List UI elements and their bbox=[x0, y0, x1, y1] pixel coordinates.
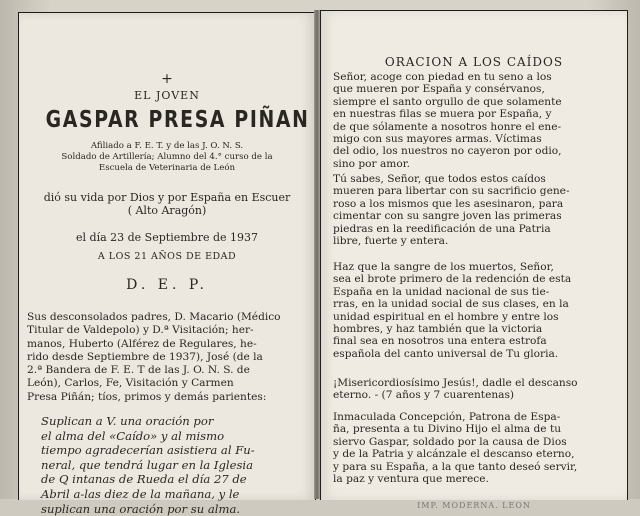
prayer-line: Tú sabes, Señor, que todos estos caídos bbox=[333, 173, 546, 185]
age: A LOS 21 AÑOS DE EDAD bbox=[97, 251, 237, 262]
prayer-line: final sea en nosotros una entera estrofa bbox=[333, 335, 547, 348]
prayer-line: y para su España, a la que tanto deseó servir, bbox=[333, 460, 578, 473]
printer-footer: IMP. MODERNA. LEON bbox=[417, 501, 531, 510]
prayer-line: España en la unidad nacional de sus tie- bbox=[333, 285, 550, 298]
prayer-paragraph-4 bbox=[333, 377, 619, 402]
request-text bbox=[41, 414, 309, 516]
prayer-line: en nuestras filas se muera por España, y bbox=[333, 108, 552, 121]
prayer-line: unidad espiritual en el hombre y entre los bbox=[333, 310, 559, 323]
affiliation-line: Soldado de Artillería; Alumno del 4.° curso de la bbox=[61, 152, 273, 162]
prayer-line: y de la Patria y alcánzale el descanso eterno, bbox=[333, 448, 575, 461]
prayer-line: del odio, los nuestros no cayeron por odio, bbox=[333, 145, 562, 158]
deceased-name: GASPAR PRESA PIÑAN bbox=[45, 107, 310, 133]
prayer-paragraph-2 bbox=[333, 173, 619, 247]
affiliation-line: Afiliado a F. E. T. y de las J. O. N. S. bbox=[90, 141, 244, 151]
memorial-card-right-page bbox=[320, 10, 628, 510]
prayer-title: ORACION A LOS CAÍDOS bbox=[384, 55, 564, 69]
request-line: Suplican a V. una oración por bbox=[41, 414, 214, 428]
prayer-line: la paz y ventura que merece. bbox=[333, 473, 489, 486]
prayer-line: hombres, y haz también que la victoria bbox=[333, 323, 543, 336]
prayer-line: Inmaculada Concepción, Patrona de Espa- bbox=[333, 411, 561, 423]
prayer-line: Señor, acoge con piedad en tu seno a los bbox=[333, 71, 552, 83]
mourners-line: Titular de Valdepolo) y D.ª Visitación; her- bbox=[27, 324, 254, 337]
subtitle: EL JOVEN bbox=[134, 89, 200, 102]
request-line: de Q intanas de Rueda el día 27 de bbox=[41, 472, 247, 487]
prayer-line: sea el brote primero de la redención de esta bbox=[333, 273, 572, 286]
prayer-line: ¡Misericordiosísimo Jesús!, dadle el descanso bbox=[333, 377, 578, 389]
prayer-line: libre, fuerte y entera. bbox=[333, 235, 449, 248]
prayer-paragraph-3 bbox=[333, 261, 619, 360]
request-line: tiempo agradecerían asistiera al Fu- bbox=[41, 443, 255, 458]
cross-icon: + bbox=[161, 71, 173, 87]
mourners-line: rido desde Septiembre de 1937), José (de la bbox=[27, 350, 263, 363]
prayer-line: roso a los mismos que les asesinaron, para bbox=[333, 197, 564, 210]
prayer-line: rras, en la unidad social de sus clases, en la bbox=[333, 298, 569, 311]
prayer-paragraph-1 bbox=[333, 71, 619, 170]
mourners-line: 2.ª Bandera de F. E. T de las J. O. N. S. de bbox=[27, 364, 250, 377]
prayer-paragraph-5 bbox=[333, 411, 619, 485]
prayer-line: ña, presenta a tu Divino Hijo el alma de tu bbox=[333, 423, 562, 436]
prayer-line: sino por amor. bbox=[333, 157, 410, 170]
mourners-text bbox=[27, 311, 307, 404]
prayer-line: siempre el santo orgullo de que solamente bbox=[333, 95, 562, 108]
prayer-line: española del canto universal de Tu gloria. bbox=[333, 347, 559, 360]
request-line: Abril a-las diez de la mañana, y le bbox=[41, 486, 240, 501]
memorial-card-left-page bbox=[18, 12, 316, 516]
rip: D. E. P. bbox=[126, 277, 208, 293]
prayer-line: Haz que la sangre de los muertos, Señor, bbox=[333, 261, 554, 273]
affiliation bbox=[19, 141, 315, 174]
prayer-line: piedras en la reedificación de una Patria bbox=[333, 222, 551, 235]
prayer-line: de que sólamente a nosotros honre el ene- bbox=[333, 120, 562, 133]
request-line: el alma del «Caído» y al mismo bbox=[41, 428, 225, 443]
died-for-line: ( Alto Aragón) bbox=[127, 204, 207, 217]
prayer-line: mueren para libertar con su sacrificio gene- bbox=[333, 185, 570, 198]
prayer-line: migo con sus mayores armas. Víctimas bbox=[333, 133, 542, 146]
affiliation-line: Escuela de Veterinaria de León bbox=[98, 163, 236, 173]
died-for bbox=[19, 191, 315, 217]
mourners-line: Presa Piñán; tíos, primos y demás parientes: bbox=[27, 390, 267, 403]
request-line: suplican una oración por su alma. bbox=[41, 501, 241, 516]
prayer-line: cimentar con su sangre joven las primeras bbox=[333, 210, 562, 223]
mourners-line: Sus desconsolados padres, D. Macario (Médico bbox=[27, 311, 281, 323]
mourners-line: León), Carlos, Fe, Visitación y Carmen bbox=[27, 377, 234, 390]
mourners-line: manos, Huberto (Alférez de Regulares, he- bbox=[27, 337, 257, 350]
prayer-line: siervo Gaspar, soldado por la causa de Dios bbox=[333, 435, 567, 448]
prayer-line: eterno. - (7 años y 7 cuarentenas) bbox=[333, 389, 515, 402]
request-line: neral, que tendrá lugar en la Iglesia bbox=[41, 457, 254, 472]
death-date: el día 23 de Septiembre de 1937 bbox=[76, 231, 258, 244]
died-for-line: dió su vida por Dios y por España en Escuer bbox=[43, 191, 291, 204]
prayer-line: que mueren por España y consérvanos, bbox=[333, 83, 545, 96]
